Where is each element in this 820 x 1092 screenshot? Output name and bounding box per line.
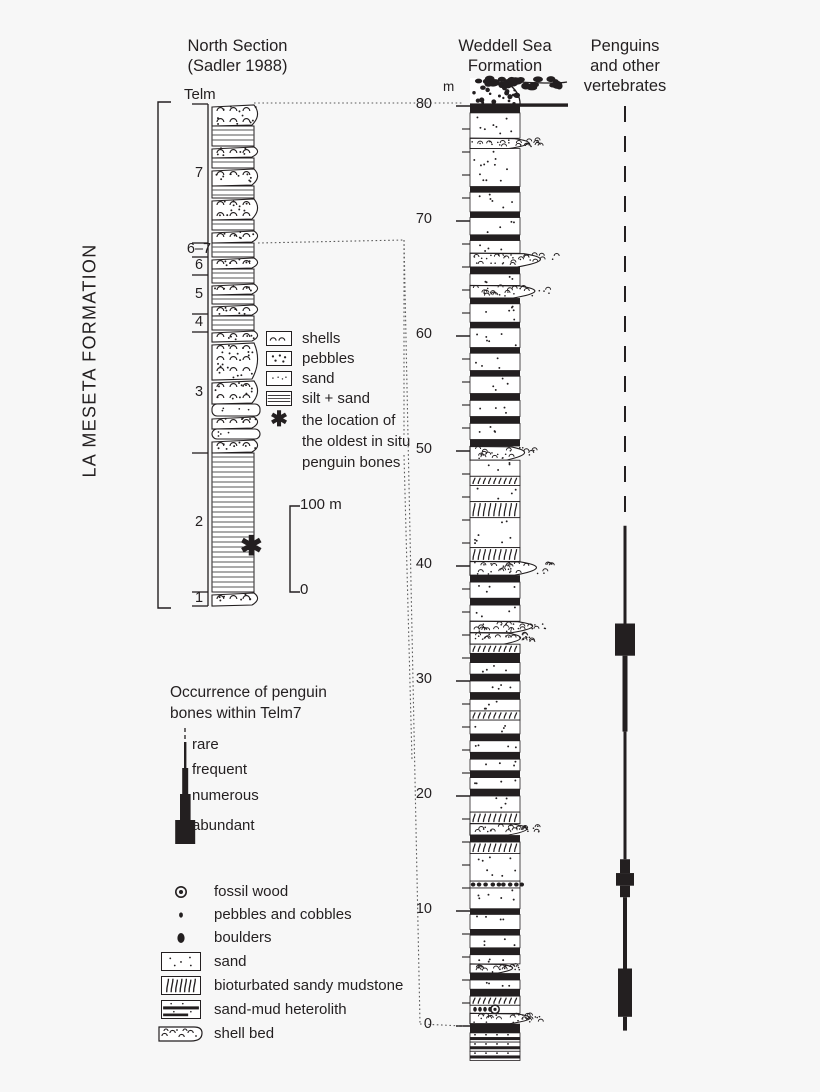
scale-bar-bottom-label: 0 bbox=[300, 581, 309, 598]
abundance-label-rare: rare bbox=[192, 736, 219, 753]
weddell-tick-label-80: 80 bbox=[415, 96, 432, 112]
lithology-label-heterolith: sand-mud heterolith bbox=[214, 1000, 347, 1018]
north-section-title-line1: North Section bbox=[187, 37, 288, 55]
lithology-label-fossil-wood: fossil wood bbox=[214, 883, 289, 900]
telm-unit-label-1: 1 bbox=[194, 590, 204, 606]
weddell-tick-label-30: 30 bbox=[415, 671, 432, 687]
asterisk-note-line3: penguin bones bbox=[302, 454, 401, 471]
telm-unit-label-6-7: 6–7 bbox=[186, 241, 212, 257]
facies-legend-label-sand: sand bbox=[302, 370, 335, 387]
telm-unit-label-4: 4 bbox=[194, 314, 204, 330]
facies-legend-label-shells: shells bbox=[302, 330, 341, 347]
weddell-tick-label-60: 60 bbox=[415, 326, 432, 342]
lithology-label-pebbles-cobbles: pebbles and cobbles bbox=[214, 906, 352, 923]
weddell-tick-label-70: 70 bbox=[415, 211, 432, 227]
weddell-unit-label: m bbox=[443, 79, 455, 94]
lithology-label-shell-bed: shell bed bbox=[214, 1025, 275, 1042]
weddell-sea-title-line1: Weddell Sea bbox=[458, 37, 552, 55]
weddell-tick-label-40: 40 bbox=[415, 556, 432, 572]
telm-unit-label-6: 6 bbox=[194, 257, 204, 273]
formation-label-text: LA MESETA FORMATION bbox=[79, 243, 100, 478]
weddell-tick-label-0: 0 bbox=[423, 1016, 432, 1032]
facies-legend-label-pebbles: pebbles bbox=[302, 350, 355, 367]
weddell-tick-label-50: 50 bbox=[415, 441, 432, 457]
telm-unit-label-3: 3 bbox=[194, 383, 204, 400]
north-section-title-line2: (Sadler 1988) bbox=[187, 57, 288, 75]
scale-bar-top-label: 100 m bbox=[300, 496, 342, 513]
asterisk-symbol: ✱ bbox=[270, 408, 288, 431]
lithology-label-boulders: boulders bbox=[214, 929, 272, 946]
lithology-label-sand: sand bbox=[214, 952, 247, 970]
asterisk-note-line1: the location of bbox=[302, 412, 396, 429]
facies-legend-label-silt-sand: silt + sand bbox=[302, 390, 370, 407]
telm-header-label: Telm bbox=[184, 86, 216, 103]
telm-unit-label-2: 2 bbox=[194, 513, 204, 530]
abundance-legend-title-line1: Occurrence of penguin bbox=[170, 684, 327, 701]
weddell-tick-label-20: 20 bbox=[415, 786, 432, 802]
telm-unit-label-7: 7 bbox=[194, 164, 204, 181]
lithology-label-bioturbated: bioturbated sandy mudstone bbox=[214, 976, 404, 994]
weddell-tick-label-10: 10 bbox=[415, 901, 432, 917]
abundance-label-frequent: frequent bbox=[192, 761, 248, 778]
abundance-label-numerous: numerous bbox=[192, 787, 259, 804]
penguins-title-line2: and other bbox=[590, 57, 660, 75]
abundance-legend-title-line2: bones within Telm7 bbox=[170, 705, 302, 722]
telm-unit-label-5: 5 bbox=[194, 285, 204, 302]
oldest-penguin-bones-asterisk: ✱ bbox=[240, 531, 263, 561]
asterisk-note-line2: the oldest in situ bbox=[302, 433, 411, 450]
weddell-sea-title-line2: Formation bbox=[467, 57, 543, 75]
abundance-label-abundant: abundant bbox=[192, 817, 255, 834]
penguins-title-line1: Penguins bbox=[590, 37, 660, 55]
penguins-title-line3: vertebrates bbox=[583, 77, 667, 95]
